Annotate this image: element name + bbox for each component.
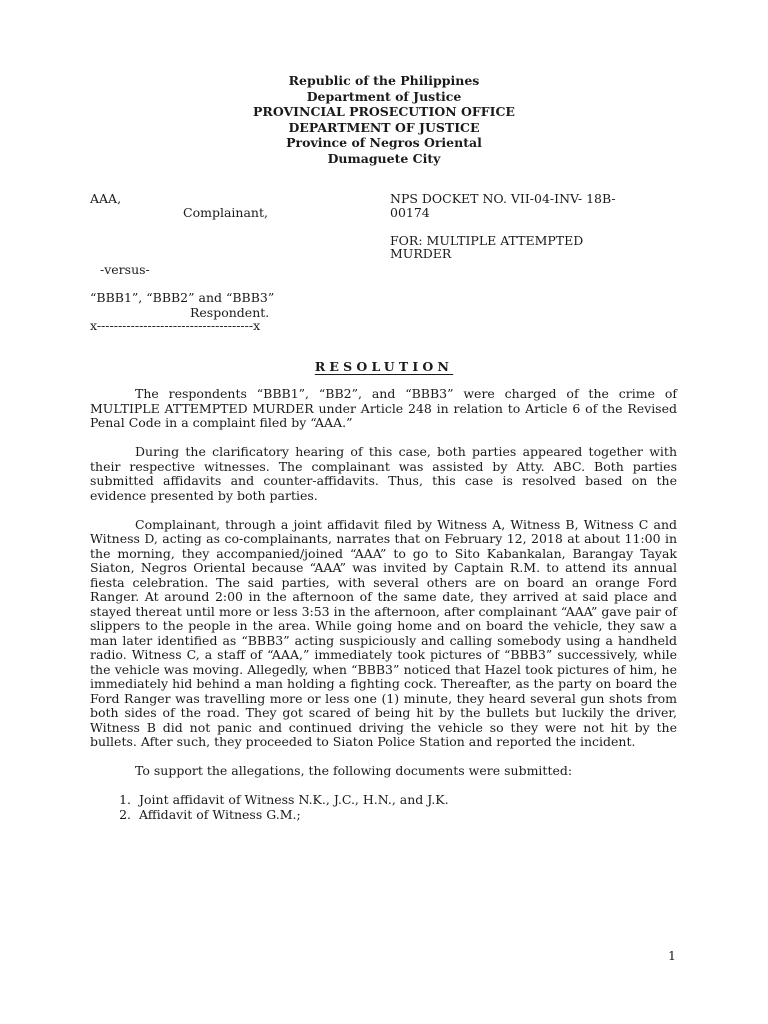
complainant-name: AAA,: [90, 191, 122, 206]
letterhead: [0, 73, 768, 166]
list-item: 2. Affidavit of Witness G.M.;: [135, 808, 677, 823]
paragraph: Complainant, through a joint affidavit filed by Witness A, Witness B, Witness C and Witness D, acting as co-complainants, narrates that on February 12, 2018 at about 11:00 in the morning, they accompanied/joined “AAA” to go to Sito Kabankalan, Barangay Tayak Siaton, Negros Oriental because “AAA” was invited by Captain R.M. to attend its annual fiesta celebration. The said parties, with several others are on board an orange Ford Ranger. At around 2:00 in the afternoon of the same date, they arrived at said place and stayed thereat until more or less 3:53 in the afternoon, after complainant “AAA” gave pair of slippers to the people in the area. While going home and on board the vehicle, they saw a man later identified as “BBB3” acting suspiciously and calling somebody using a handheld radio. Witness C, a staff of “AAA,” immediately took pictures of “BBB3” successively, while the vehicle was moving. Allegedly, when “BBB3” noticed that Hazel took pictures of him, he immediately hid behind a man holding a fighting cock. Thereafter, as the party on board the Ford Ranger was travelling more or less one (1) minute, they heard several gun shots from both sides of the road. They got scared of being hit by the bullets but luckily the driver, Witness B did not panic and continued driving the vehicle so they were not hit by the bullets. After such, they proceeded to Siaton Police Station and reported the incident.: [90, 516, 677, 749]
versus-label: -versus-: [100, 262, 150, 277]
documents-list: [90, 793, 677, 822]
letterhead-line: Province of Negros Oriental: [286, 135, 482, 150]
paragraph: The respondents “BBB1”, “BB2”, and “BBB3” were charged of the crime of MULTIPLE ATTEMPTED MURDER under Article 248 in relation to Article 6 of the Revised Penal Code in a complaint filed by “AAA.”: [90, 386, 677, 430]
paragraph: During the clarificatory hearing of this case, both parties appeared together with their respective witnesses. The complainant was assisted by Atty. ABC. Both parties submitted affidavits and counter-affidavits. Thus, this case is resolved based on the evidence presented by both parties.: [90, 444, 677, 503]
docket-number: NPS DOCKET NO. VII-04-INV- 18B-: [390, 191, 616, 206]
letterhead-line: DEPARTMENT OF JUSTICE: [288, 119, 480, 135]
caption-divider: x-------------------------------------x: [90, 318, 261, 333]
paragraph: To support the allegations, the following documents were submitted:: [135, 763, 573, 778]
letterhead-line: Republic of the Philippines: [288, 73, 480, 88]
docket-number-cont: 00174: [390, 205, 430, 220]
letterhead-line: Department of Justice: [306, 88, 462, 104]
list-item: 1. Joint affidavit of Witness N.K., J.C., H.N., and J.K.: [135, 793, 677, 808]
page-number: 1: [668, 948, 676, 963]
complainant-label: Complainant,: [183, 205, 268, 220]
resolution-title: RESOLUTION: [314, 359, 454, 374]
case-offense: FOR: MULTIPLE ATTEMPTED: [390, 233, 584, 248]
letterhead-line: PROVINCIAL PROSECUTION OFFICE: [253, 104, 515, 119]
resolution-body: [90, 387, 677, 822]
letterhead-line: Dumaguete City: [327, 150, 441, 166]
respondents-names: “BBB1”, “BBB2” and “BBB3”: [90, 290, 275, 305]
respondent-label: Respondent.: [190, 305, 270, 320]
case-offense-cont: MURDER: [390, 246, 452, 261]
